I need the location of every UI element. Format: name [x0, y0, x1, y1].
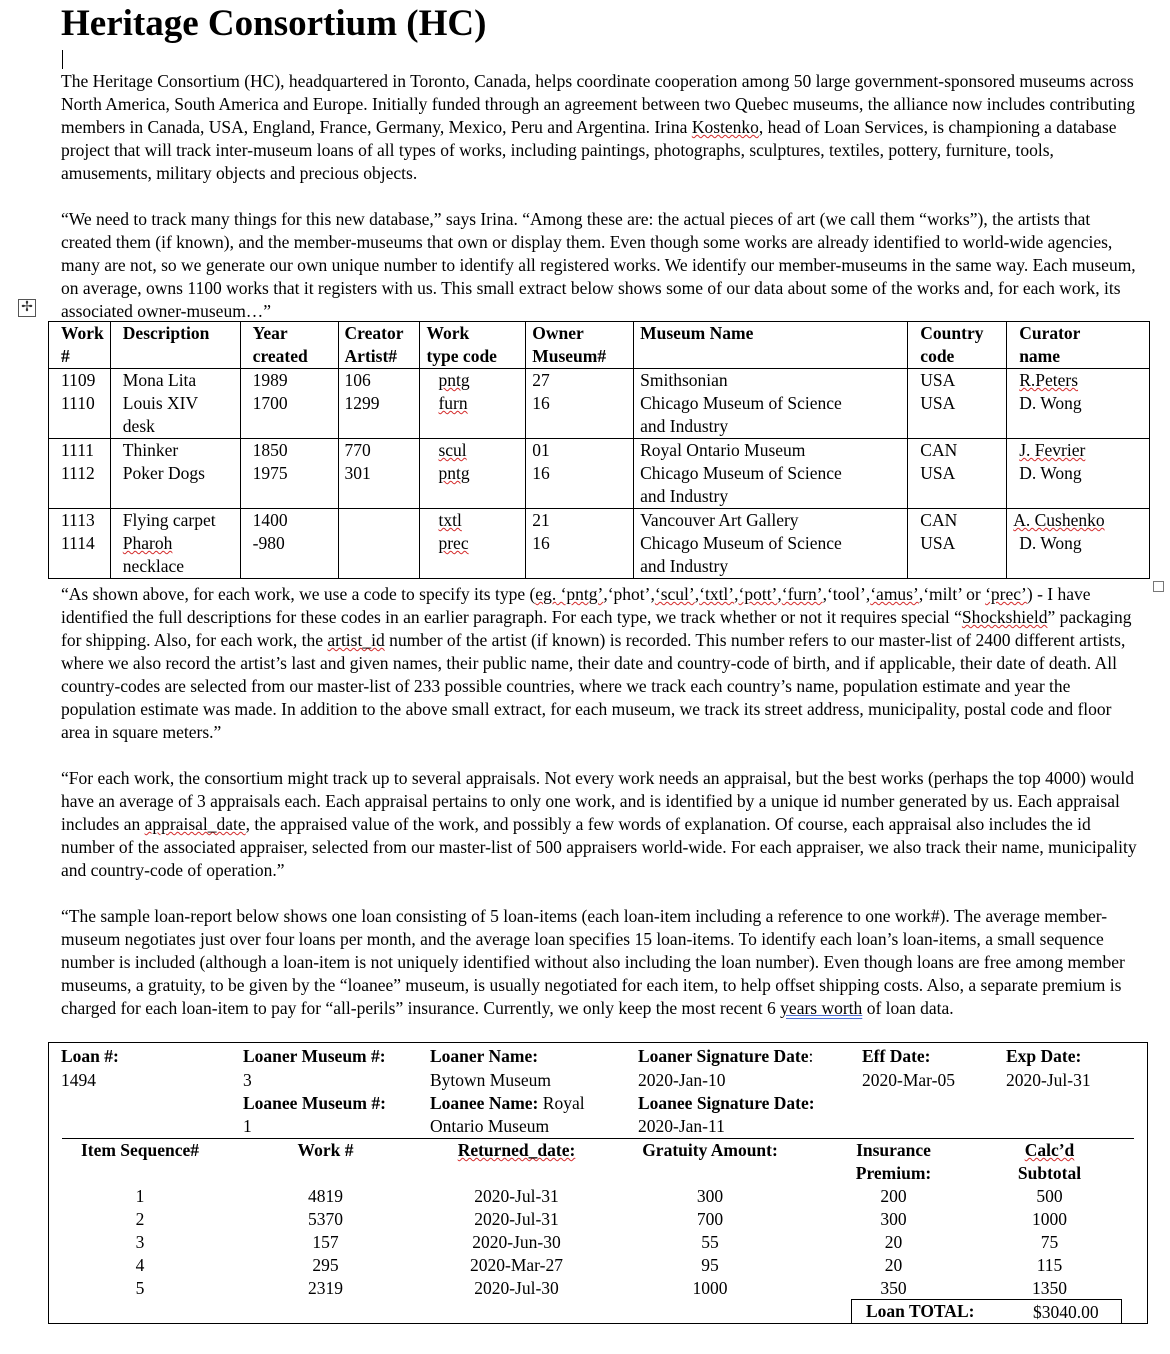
table-row: 1114 Pharoh necklace -980 prec 16 Chicago Museum of Science and Industry USA D. Wong — [49, 532, 1150, 579]
table-move-icon[interactable]: ✢ — [18, 299, 36, 317]
loan-items-header: Item Sequence# Work # Returned_date: Gratuity Amount: Insurance Premium: Calc’d Subtotal — [80, 1140, 1082, 1183]
exp-date-label: Exp Date: — [1006, 1046, 1082, 1066]
col-country: Country code — [908, 322, 1007, 369]
table-row: 4 295 2020-Mar-27 95 20 115 — [135, 1255, 1063, 1275]
col-museum-name: Museum Name — [634, 322, 908, 369]
table-row: 1112 Poker Dogs 1975 301 pntg 16 Chicago Museum of Science and Industry USA D. Wong — [49, 462, 1150, 509]
table-row: 1110 Louis XIV desk 1700 1299 furn 16 Chicago Museum of Science and Industry USA D. Wong — [49, 392, 1150, 439]
text-cursor — [62, 50, 63, 69]
exp-date: 2020-Jul-31 — [1006, 1070, 1091, 1090]
loanee-name-line: Loanee Name: Royal — [430, 1093, 585, 1113]
loan-total-value: $3040.00 — [1033, 1302, 1099, 1322]
loaner-name: Bytown Museum — [430, 1070, 552, 1090]
eff-date-label: Eff Date: — [862, 1046, 931, 1066]
loan-number: 1494 — [61, 1070, 96, 1090]
loaner-signature-date: 2020-Jan-10 — [638, 1070, 726, 1090]
paragraph-loans: “The sample loan-report below shows one loan consisting of 5 loan-items (each loan-item including a reference to one work#). The average member-museum negotiates just over four loans per month, and the average loan specifies 15 loan-items. To identify each loan’s loan-items, a small sequence number is included (although a loan-item is not uniquely identified without also including the loan number). Even though loans are free among member museums, a gratuity, to be given by the “loanee” museum, is usually negotiated for each item, to help offset shipping costs. Also, a separate premium is charged for each loan-item to pay for “all-perils” insurance. Currently, we only keep the most recent 6 years worth of loan data. — [61, 906, 1125, 1018]
loanee-museum-number: 1 — [243, 1116, 252, 1136]
col-type-code: Work type code — [420, 322, 526, 369]
col-description: Description — [110, 322, 240, 369]
works-table — [48, 321, 1150, 579]
col-artist: Creator Artist# — [338, 322, 420, 369]
paragraph-tracking: “We need to track many things for this new database,” says Irina. “Among these are: the actual pieces of art (we call them “works”), the artists that created them (if known), and the member-museums that own or display them. Even though some works are already identified to world-wide agencies, many are not, so we generate our own unique number to identify all registered works. We identify our member-museums in the same way. Each museum, on average, owns 1100 works that it registers with us. This small extract below shows some of our data about some of the works and, for each work, its associated owner-museum…” — [61, 209, 1136, 321]
loanee-signature-date: 2020-Jan-11 — [638, 1116, 725, 1136]
col-curator: Curator name — [1007, 322, 1150, 369]
loanee-name-cont: Ontario Museum — [430, 1116, 550, 1136]
paragraph-intro: The Heritage Consortium (HC), headquartered in Toronto, Canada, helps coordinate cooperation among 50 large government-sponsored museums across North America, South America and Europe. Initially funded through an agreement between two Quebec museums, the alliance now includes contributing members in Canada, USA, England, France, Germany, Mexico, Peru and Argentina. Irina Kostenko, head of Loan Services, is championing a database project that will track inter-museum loans of all types of works, including paintings, photographs, sculptures, textiles, pottery, furniture, tools, amusements, military objects and precious objects. — [61, 71, 1135, 183]
table-row: 1 4819 2020-Jul-31 300 200 500 — [135, 1186, 1063, 1206]
loaner-museum-label: Loaner Museum #: — [243, 1046, 386, 1066]
document-title: Heritage Consortium (HC) — [61, 3, 487, 44]
loaner-name-label: Loaner Name: — [430, 1046, 539, 1066]
paragraph-appraisals: “For each work, the consortium might track up to several appraisals. Not every work needs an appraisal, but the best works (perhaps the top 4000) would have an average of 3 appraisals each. Each appraisal pertains to only one work, and is identified by a unique id number generated by us. Each appraisal includes an appraisal_date, the appraised value of the work, and possibly a few words of explanation. Of course, each appraisal also includes the id number of the associated appraiser, selected from our master-list of 500 appraisers world-wide. For each appraiser, we also track their name, municipality and country-code of operation.” — [61, 768, 1137, 880]
works-header-row — [49, 322, 1150, 369]
table-resize-icon[interactable] — [1153, 581, 1164, 592]
loaner-signature-label: Loaner Signature Date: — [638, 1046, 814, 1066]
col-work: Work # — [49, 322, 111, 369]
col-year: Year created — [240, 322, 338, 369]
spellcheck-word: Kostenko — [691, 117, 759, 137]
loanee-signature-label: Loanee Signature Date: — [638, 1093, 815, 1113]
table-row: 1113 Flying carpet 1400 txtl 21 Vancouver Art Gallery CAN A. Cushenko — [49, 509, 1150, 533]
table-row: 1111 Thinker 1850 770 scul 01 Royal Ontario Museum CAN J. Fevrier — [49, 439, 1150, 463]
loaner-museum-number: 3 — [243, 1070, 252, 1090]
loan-number-label: Loan #: — [61, 1046, 119, 1066]
paragraph-type-codes: “As shown above, for each work, we use a code to specify its type (eg. ‘pntg’,‘phot’,‘scul’,‘txtl’,‘pott’,‘furn’,‘tool’,‘amus’,‘milt’ or ‘prec’) - I have identified the full descriptions for these codes in an earlier paragraph. For each type, we track whether or not it requires special “Shockshield” packaging for shipping. Also, for each work, the artist_id number of the artist (if known) is recorded. This number refers to our master-list of 2400 different artists, where we also record the artist’s last and given names, their public name, their date and country-code of birth, and if applicable, their date of death. All country-codes are selected from our master-list of 233 possible countries, where we track each country’s name, population estimate and year the population estimate was made. In addition to the above small extract, for each museum, we track its street address, municipality, postal code and floor area in square meters.” — [61, 584, 1132, 742]
col-owner: Owner Museum# — [526, 322, 634, 369]
table-row: 2 5370 2020-Jul-31 700 300 1000 — [135, 1209, 1067, 1229]
table-row: 3 157 2020-Jun-30 55 20 75 — [135, 1232, 1059, 1252]
loanee-museum-label: Loanee Museum #: — [243, 1093, 386, 1113]
table-row: 5 2319 2020-Jul-30 1000 350 1350 — [135, 1278, 1067, 1298]
table-row: 1109 Mona Lita 1989 106 pntg 27 Smithsonian USA R.Peters — [49, 369, 1150, 393]
loan-total-label: Loan TOTAL: — [866, 1301, 975, 1321]
eff-date: 2020-Mar-05 — [862, 1070, 955, 1090]
loan-items-table — [62, 1139, 1132, 1300]
